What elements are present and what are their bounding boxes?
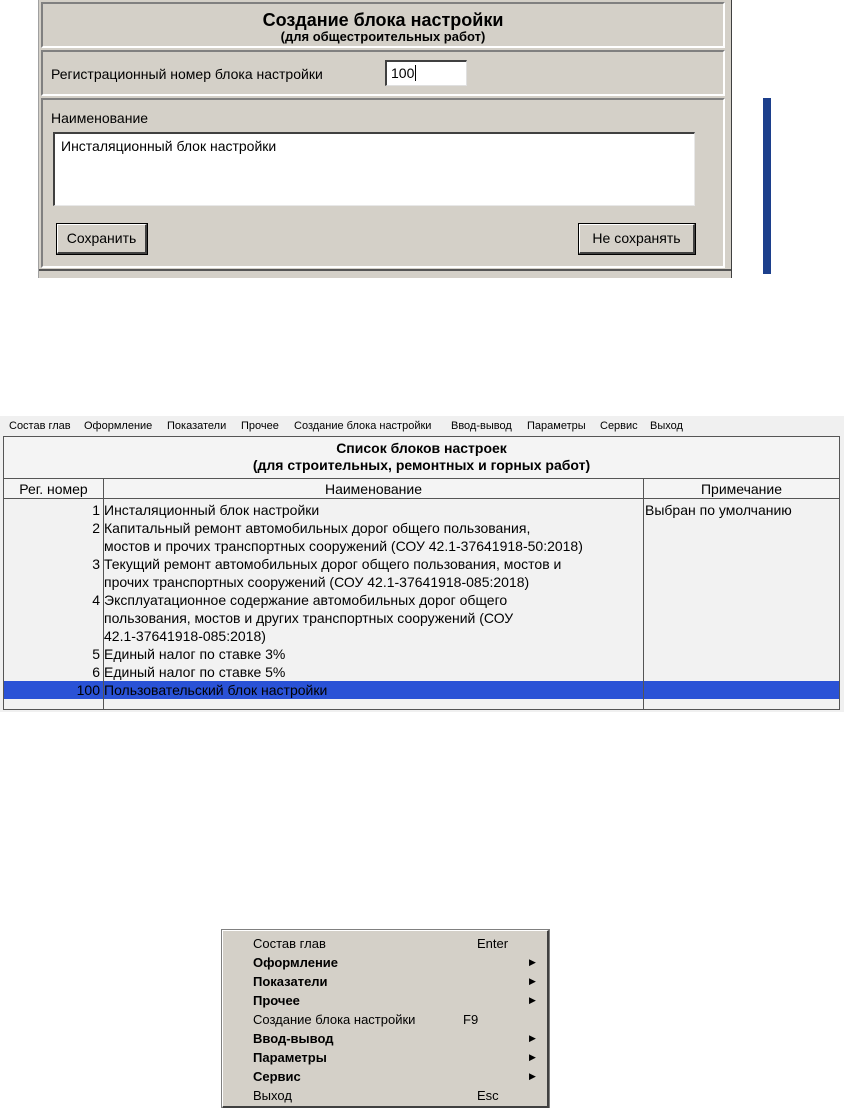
menu-item-create-block[interactable]: Создание блока настройки — [294, 420, 432, 432]
menu-item-service[interactable]: Сервис — [600, 420, 638, 432]
column-header-name[interactable]: Наименование — [103, 479, 644, 499]
menu-item-design[interactable]: Оформление — [84, 420, 153, 432]
row-reg-number: 5 — [92, 646, 100, 662]
context-menu-item[interactable] — [223, 1086, 547, 1105]
registration-panel — [41, 50, 725, 96]
column-divider — [103, 479, 104, 710]
row-reg-number: 4 — [92, 592, 100, 608]
name-panel — [41, 98, 725, 268]
context-menu-item[interactable] — [223, 953, 547, 972]
row-reg-number: 1 — [92, 502, 100, 518]
menu-item-chapters[interactable]: Состав глав — [9, 420, 71, 432]
row-name-line: Эксплуатационное содержание автомобильных дорог общего — [104, 592, 508, 608]
reg-number-label: Регистрационный номер блока настройки — [51, 66, 323, 82]
context-menu-item-label: Показатели — [253, 974, 328, 989]
context-menu-item[interactable] — [223, 1029, 547, 1048]
row-name-line: Единый налог по ставке 5% — [104, 664, 286, 680]
table-row[interactable] — [4, 519, 839, 555]
list-header — [4, 437, 839, 479]
list-subtitle: (для строительных, ремонтных и горных работ) — [252, 457, 591, 473]
main-window — [0, 416, 844, 712]
context-menu-item[interactable] — [223, 1067, 547, 1086]
row-reg-number: 100 — [76, 682, 100, 698]
submenu-arrow-icon: ▶ — [529, 1052, 536, 1062]
row-reg-number: 3 — [92, 556, 100, 572]
menu-item-other[interactable]: Прочее — [241, 420, 279, 432]
row-name-line: пользования, мостов и других транспортных сооружений (СОУ — [104, 610, 514, 626]
row-name — [104, 501, 642, 519]
column-divider — [643, 479, 644, 710]
blocks-list — [3, 436, 840, 710]
row-name-line: Пользовательский блок настройки — [104, 682, 328, 698]
reg-number-value: 100 — [391, 65, 415, 81]
submenu-arrow-icon: ▶ — [529, 976, 536, 986]
name-label: Наименование — [51, 110, 149, 126]
save-button[interactable]: Сохранить — [57, 224, 147, 254]
menu-item-parameters[interactable]: Параметры — [527, 420, 586, 432]
dialog-bottom-border — [39, 269, 731, 271]
row-name — [104, 681, 642, 699]
table-row[interactable] — [4, 591, 839, 645]
dialog-subtitle: (для общестроительных работ) — [280, 29, 486, 44]
menu-item-io[interactable]: Ввод-вывод — [451, 420, 512, 432]
context-menu-item[interactable] — [223, 1048, 547, 1067]
create-block-dialog — [38, 0, 732, 278]
shortcut-label: Esc — [477, 1088, 499, 1103]
context-menu-item-label: Прочее — [253, 993, 300, 1008]
context-menu-item-label: Ввод-вывод — [253, 1031, 334, 1046]
submenu-arrow-icon: ▶ — [529, 995, 536, 1005]
context-menu-item-label: Сервис — [253, 1069, 301, 1084]
table-row[interactable] — [4, 645, 839, 663]
row-name — [104, 519, 642, 555]
column-header-note[interactable]: Примечание — [644, 479, 839, 499]
row-name-line: Текущий ремонт автомобильных дорог общего пользования, мостов и — [104, 556, 562, 572]
table-row-selected[interactable] — [4, 681, 839, 699]
context-menu-item-label: Состав глав — [253, 936, 326, 951]
context-menu-item-label: Создание блока настройки — [253, 1012, 416, 1027]
row-name-line: Капитальный ремонт автомобильных дорог общего пользования, — [104, 520, 531, 536]
text-caret — [415, 65, 416, 81]
table-row[interactable] — [4, 555, 839, 591]
list-title: Список блоков настроек — [336, 440, 507, 456]
row-name-line: 42.1-37641918-085:2018) — [104, 628, 266, 644]
context-menu-item[interactable] — [223, 1010, 547, 1029]
context-menu-item[interactable] — [223, 972, 547, 991]
row-name-line: Инсталяционный блок настройки — [104, 502, 320, 518]
row-reg-number: 6 — [92, 664, 100, 680]
submenu-arrow-icon: ▶ — [529, 1033, 536, 1043]
dialog-title-panel — [41, 2, 725, 48]
name-textarea[interactable]: Инсталяционный блок настройки — [53, 132, 695, 206]
table-row[interactable] — [4, 663, 839, 681]
table-row[interactable] — [4, 501, 839, 519]
dialog-title: Создание блока настройки — [262, 10, 504, 30]
submenu-arrow-icon: ▶ — [529, 1071, 536, 1081]
menu-bar — [0, 416, 844, 436]
row-name-line: прочих транспортных сооружений (СОУ 42.1-37641918-085:2018) — [104, 574, 530, 590]
column-header-reg-number[interactable]: Рег. номер — [4, 479, 103, 499]
shortcut-label: Enter — [477, 936, 509, 951]
row-name — [104, 645, 642, 663]
context-menu-item-label: Параметры — [253, 1050, 327, 1065]
context-menu — [222, 930, 549, 1108]
row-name — [104, 555, 642, 591]
menu-item-exit[interactable]: Выход — [650, 420, 683, 432]
context-menu-item[interactable] — [223, 934, 547, 953]
context-menu-item[interactable] — [223, 991, 547, 1010]
submenu-arrow-icon: ▶ — [529, 957, 536, 967]
background-window-edge — [763, 98, 771, 274]
context-menu-item-label: Выход — [253, 1088, 292, 1103]
row-name-line: мостов и прочих транспортных сооружений (СОУ 42.1-37641918-50:2018) — [104, 538, 583, 554]
row-reg-number: 2 — [92, 520, 100, 536]
dont-save-button[interactable]: Не сохранять — [579, 224, 695, 254]
reg-number-input[interactable] — [385, 60, 467, 86]
menu-item-indicators[interactable]: Показатели — [167, 420, 227, 432]
row-name — [104, 663, 642, 681]
row-name — [104, 591, 642, 645]
shortcut-label: F9 — [463, 1012, 479, 1027]
row-note: Выбран по умолчанию — [645, 502, 792, 518]
row-name-line: Единый налог по ставке 3% — [104, 646, 286, 662]
context-menu-item-label: Оформление — [253, 955, 339, 970]
